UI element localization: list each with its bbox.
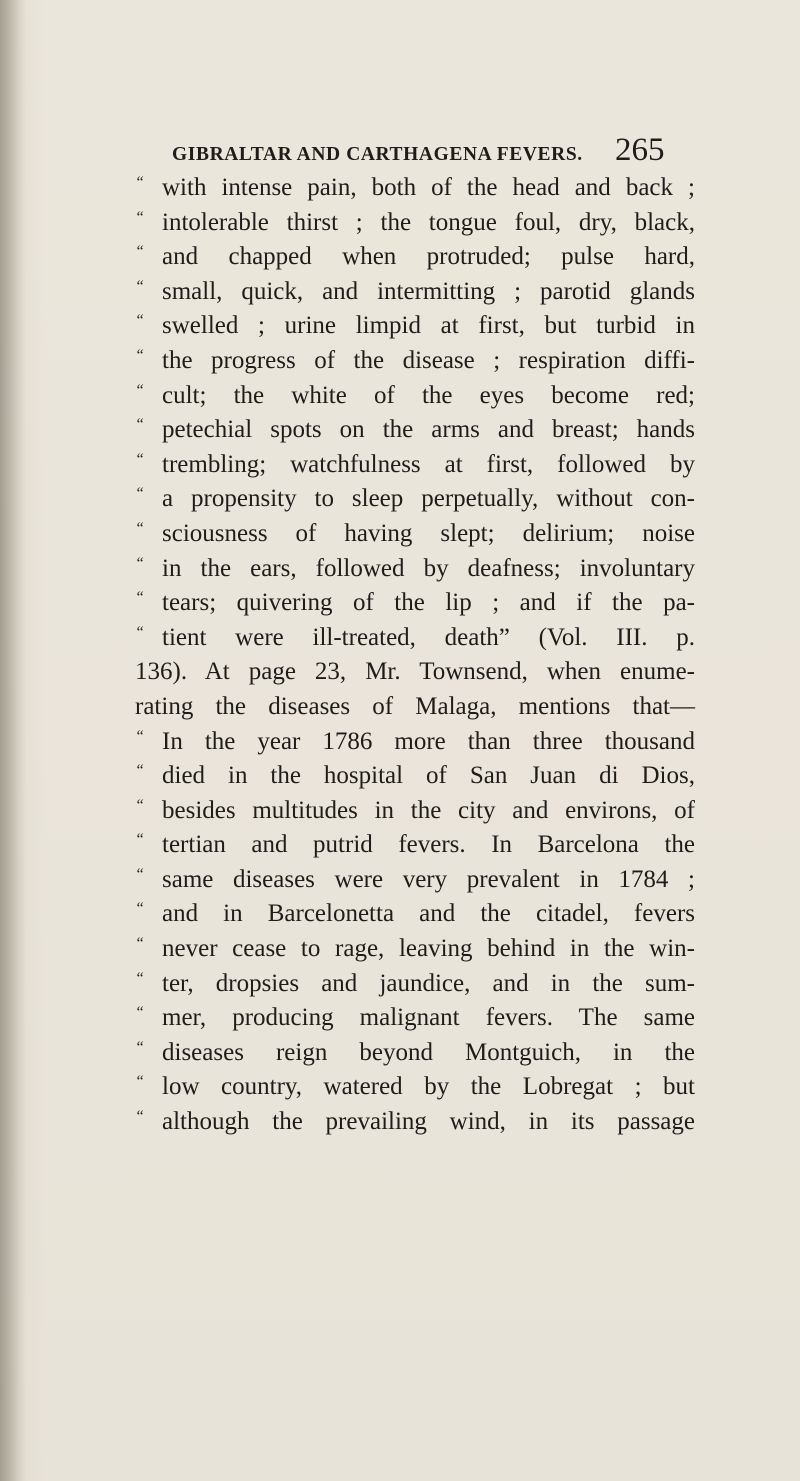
text-line: [135, 690, 695, 725]
line-text: swelled ; urine limpid at first, but turbid in: [162, 312, 695, 340]
quotation-mark: “: [135, 450, 143, 468]
text-line: [135, 1036, 695, 1071]
line-text: in the ears, followed by deafness; involuntary: [162, 554, 695, 582]
quotation-mark: “: [135, 935, 143, 953]
quotation-mark: “: [135, 796, 143, 814]
text-line: [135, 794, 695, 829]
line-text: trembling; watchfulness at first, followed by: [162, 450, 695, 478]
text-line: [135, 967, 695, 1002]
text-line: [135, 552, 695, 587]
quotation-mark: “: [135, 416, 143, 434]
quotation-mark: “: [135, 312, 143, 330]
text-line: [135, 897, 695, 932]
line-text: never cease to rage, leaving behind in the win-: [162, 935, 695, 963]
quotation-mark: “: [135, 174, 143, 191]
quotation-mark: “: [135, 727, 143, 745]
quotation-mark: “: [135, 589, 143, 607]
line-text: the progress of the disease ; respiration diffi-: [162, 346, 695, 374]
text-line: [135, 448, 695, 483]
text-line: [135, 344, 695, 379]
line-text: sciousness of having slept; delirium; noise: [162, 519, 695, 547]
line-text: tient were ill-treated, death” (Vol. III. p.: [162, 623, 695, 651]
running-head-title: GIBRALTAR AND CARTHAGENA FEVERS.: [172, 144, 583, 165]
line-text: and chapped when protruded; pulse hard,: [162, 243, 695, 271]
quotation-mark: “: [135, 1108, 143, 1126]
quotation-mark: “: [135, 243, 143, 261]
page-number: 265: [615, 132, 665, 168]
text-line: [135, 482, 695, 517]
line-text: small, quick, and intermitting ; parotid glands: [162, 277, 695, 305]
text-line: [135, 725, 695, 760]
text-line: [135, 1070, 695, 1105]
text-line: [135, 586, 695, 621]
quotation-mark: “: [135, 519, 143, 537]
quotation-mark: “: [135, 208, 143, 226]
line-text: besides multitudes in the city and environs, of: [162, 796, 695, 824]
quotation-mark: “: [135, 831, 143, 849]
body-text: [135, 171, 695, 1140]
line-text: rating the diseases of Malaga, mentions that—: [135, 692, 695, 720]
line-text: intolerable thirst ; the tongue foul, dry, black,: [162, 208, 695, 236]
text-line: [135, 171, 695, 206]
quotation-mark: “: [135, 485, 143, 503]
text-line: [135, 309, 695, 344]
line-text: petechial spots on the arms and breast; hands: [162, 416, 695, 444]
line-text: tertian and putrid fevers. In Barcelona the: [162, 831, 695, 859]
quotation-mark: “: [135, 900, 143, 918]
line-text: a propensity to sleep perpetually, without con-: [162, 485, 695, 513]
text-line: [135, 379, 695, 414]
line-text: 136). At page 23, Mr. Townsend, when enume-: [135, 658, 695, 686]
text-line: [135, 828, 695, 863]
quotation-mark: “: [135, 1073, 143, 1091]
quotation-mark: “: [135, 865, 143, 883]
quotation-mark: “: [135, 381, 143, 399]
quotation-mark: “: [135, 1004, 143, 1022]
line-text: In the year 1786 more than three thousand: [162, 727, 695, 755]
line-text: with intense pain, both of the head and back ;: [162, 174, 695, 201]
text-line: [135, 863, 695, 898]
text-line: [135, 932, 695, 967]
text-line: [135, 655, 695, 690]
quotation-mark: “: [135, 623, 143, 641]
text-line: [135, 759, 695, 794]
quotation-mark: “: [135, 346, 143, 364]
page-gutter-shadow: [0, 0, 26, 1481]
quotation-mark: “: [135, 969, 143, 987]
text-line: [135, 206, 695, 241]
text-line: [135, 1001, 695, 1036]
line-text: mer, producing malignant fevers. The same: [162, 1004, 695, 1032]
running-head: [172, 132, 692, 176]
line-text: diseases reign beyond Montguich, in the: [162, 1038, 695, 1066]
line-text: ter, dropsies and jaundice, and in the sum-: [162, 969, 695, 997]
line-text: and in Barcelonetta and the citadel, fevers: [162, 900, 695, 928]
text-line: [135, 621, 695, 656]
text-line: [135, 413, 695, 448]
line-text: died in the hospital of San Juan di Dios,: [162, 762, 695, 790]
text-line: [135, 517, 695, 552]
line-text: cult; the white of the eyes become red;: [162, 381, 695, 409]
text-line: [135, 1105, 695, 1140]
line-text: although the prevailing wind, in its passage: [162, 1108, 695, 1136]
quotation-mark: “: [135, 1038, 143, 1056]
quotation-mark: “: [135, 762, 143, 780]
quotation-mark: “: [135, 554, 143, 572]
text-line: [135, 275, 695, 310]
line-text: low country, watered by the Lobregat ; but: [162, 1073, 695, 1101]
text-line: [135, 240, 695, 275]
line-text: same diseases were very prevalent in 1784 ;: [162, 865, 695, 893]
quotation-mark: “: [135, 277, 143, 295]
line-text: tears; quivering of the lip ; and if the pa-: [162, 589, 695, 617]
